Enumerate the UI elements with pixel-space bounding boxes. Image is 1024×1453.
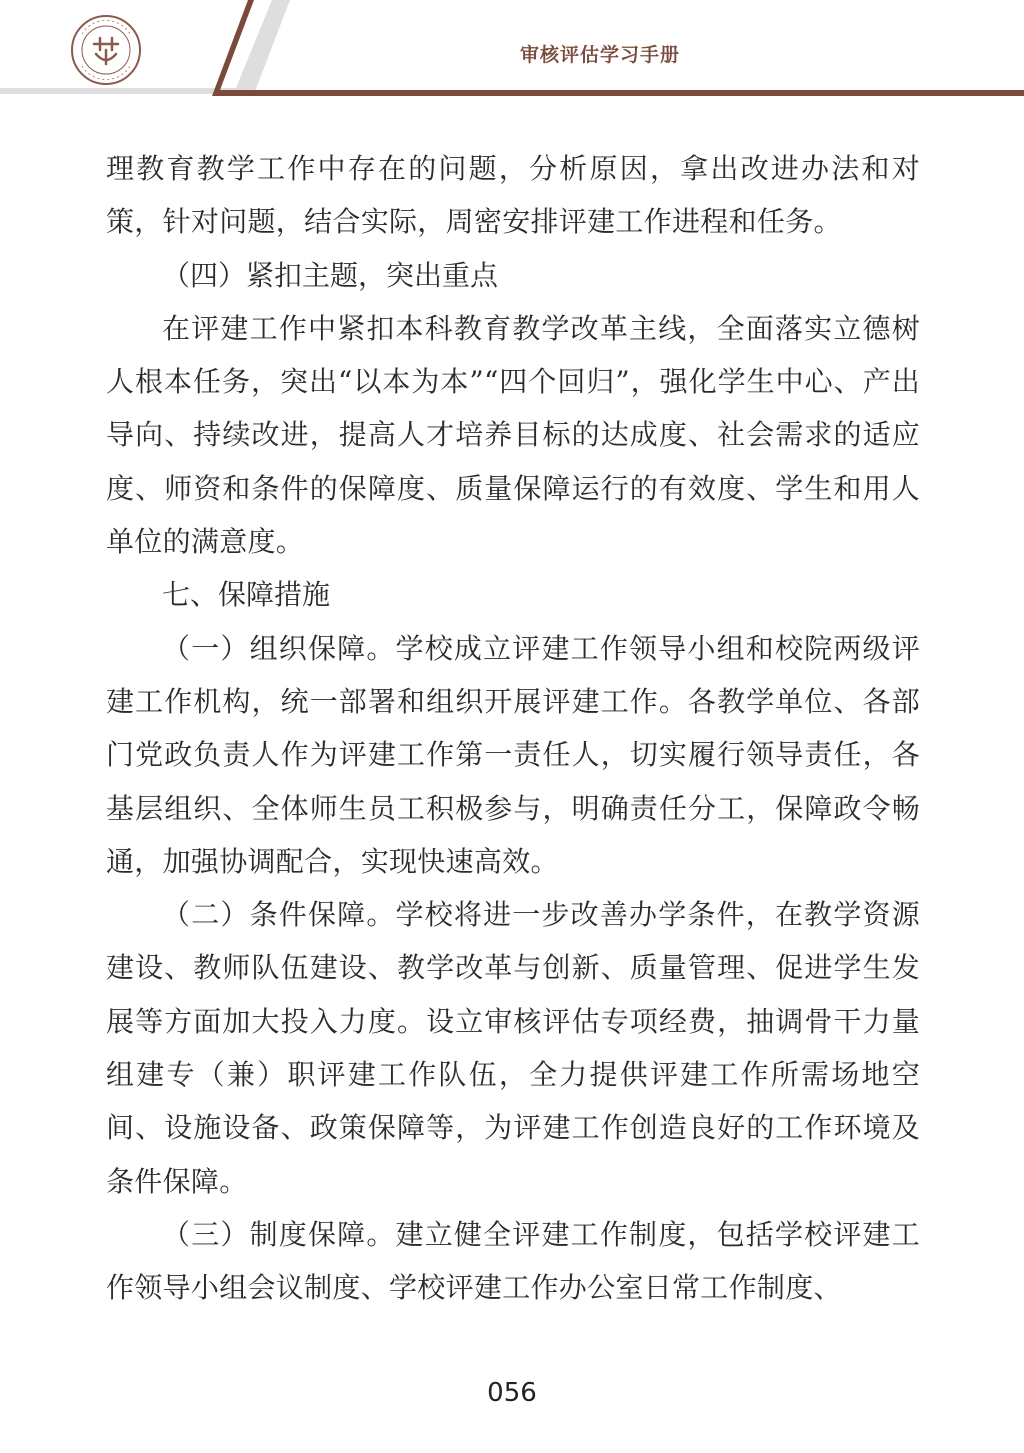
lead-organization-guarantee: （一）组织保障。 [162,631,396,665]
text-organization-guarantee: 学校成立评建工作领导小组和校院两级评建工作机构，统一部署和组织开展评建工作。各教学单位、各部门党政负责人作为评建工作第一责任人，切实履行领导责任，各基层组织、全体师生员工积极参与，明确责任分工，保障政令畅通，加强协调配合，实现快速高效。 [106,631,921,878]
header-banner [0,0,1024,110]
university-logo [70,14,142,86]
heading-safeguards: 七、保障措施 [162,578,331,612]
lead-condition-guarantee: （二）条件保障。 [162,898,396,932]
page-content [106,142,920,1315]
paragraph-continuation: 理教育教学工作中存在的问题，分析原因，拿出改进办法和对策，针对问题，结合实际，周密安排评建工作进程和任务。 [106,152,920,239]
text-condition-guarantee: 学校将进一步改善办学条件，在教学资源建设、教师队伍建设、教学改革与创新、质量管理、促进学生发展等方面加大投入力度。设立审核评估专项经费，抽调骨干力量组建专（兼）职评建工作队伍，全力提供评建工作所需场地空间、设施设备、政策保障等，为评建工作创造良好的工作环境及条件保障。 [106,898,921,1198]
heading-focus-theme: （四）紧扣主题，突出重点 [162,258,499,292]
paragraph-focus-theme: 在评建工作中紧扣本科教育教学改革主线，全面落实立德树人根本任务，突出“以本为本”“四个回归”，强化学生中心、产出导向、持续改进，提高人才培养目标的达成度、社会需求的适应度、师资和条件的保障度、质量保障运行的有效度、学生和用人单位的满意度。 [106,311,920,559]
handbook-title: 审核评估学习手册 [520,44,681,66]
text-system-guarantee: 建立健全评建工作制度，包括学校评建工作领导小组会议制度、学校评建工作办公室日常工作制度、 [106,1217,921,1305]
page-number: 056 [487,1378,537,1408]
paragraph-organization-guarantee [106,622,920,888]
lead-system-guarantee: （三）制度保障。 [162,1217,396,1251]
paragraph-condition-guarantee [106,888,920,1208]
paragraph-system-guarantee [106,1208,920,1315]
